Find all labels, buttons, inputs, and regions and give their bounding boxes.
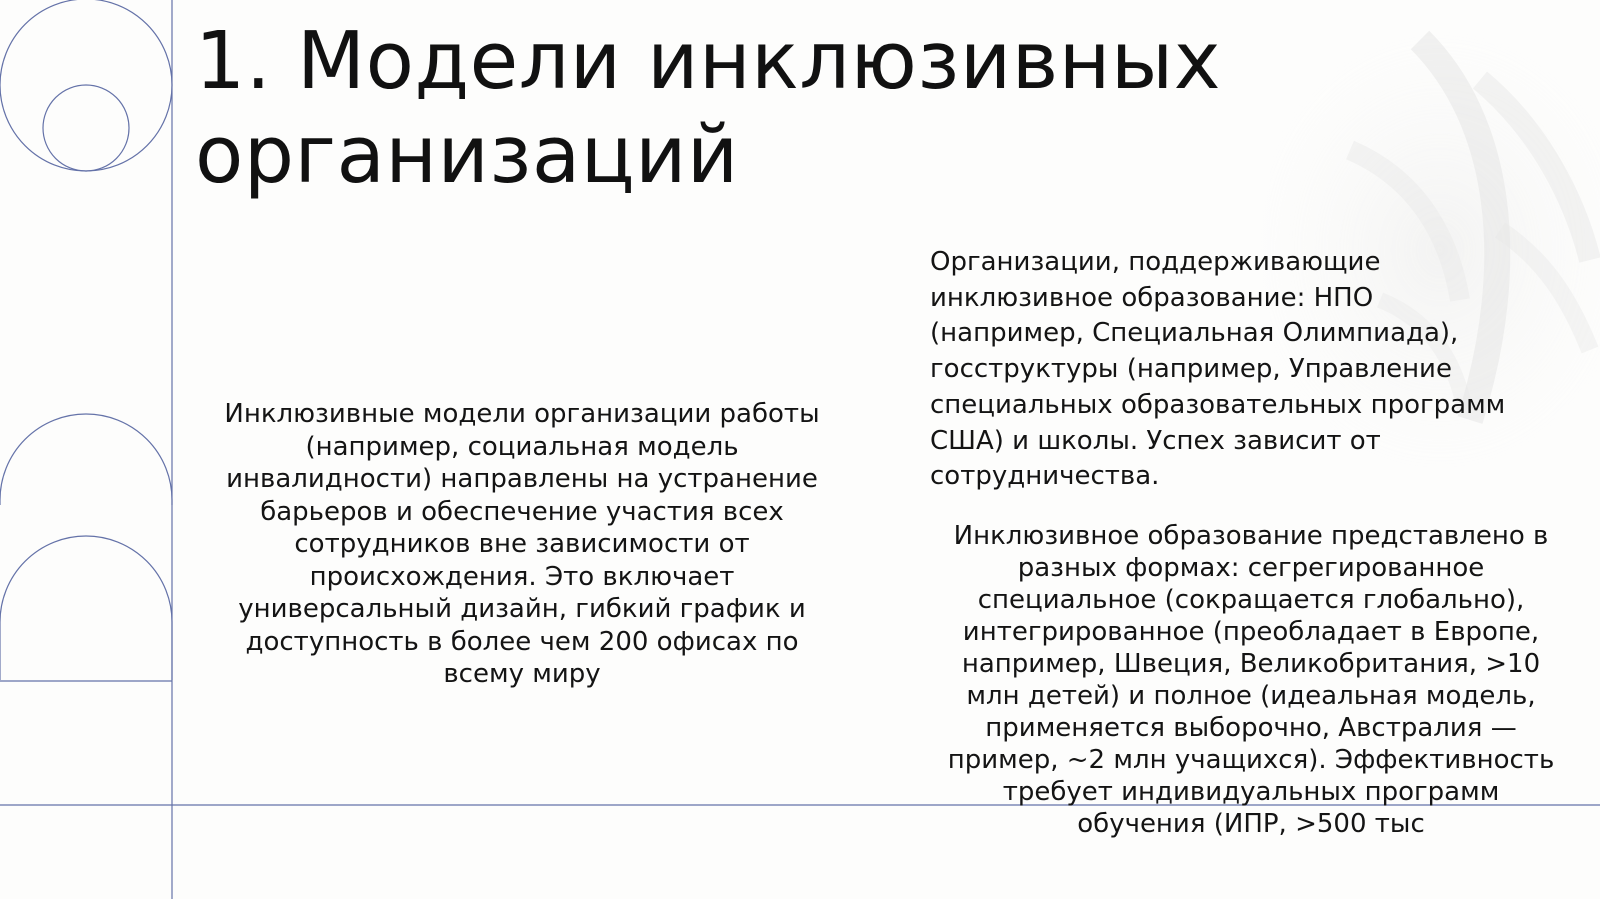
- text-line: специальных образовательных программ: [930, 389, 1506, 420]
- text-line: барьеров и обеспечение участия всех: [260, 496, 784, 527]
- text-line: госструктуры (например, Управление: [930, 354, 1452, 385]
- text-line: (например, Специальная Олимпиада),: [930, 318, 1459, 349]
- slide-title-line: 1. Модели инклюзивных: [195, 15, 1222, 107]
- text-line: обучения (ИПР, >500 тыс: [1077, 809, 1425, 839]
- text-line: инклюзивное образование: НПО: [930, 282, 1374, 313]
- text-line: США) и школы. Успех зависит от: [930, 425, 1381, 456]
- right-paragraph-education-forms: [926, 520, 1576, 840]
- text-line: млн детей) и полное (идеальная модель,: [966, 681, 1536, 711]
- small-circle: [43, 85, 129, 171]
- text-line: инвалидности) направлены на устранение: [226, 464, 818, 494]
- text-line: применяется выборочно, Австралия —: [985, 713, 1517, 743]
- slide-title-line: организаций: [195, 109, 739, 201]
- text-line: пример, ~2 млн учащихся). Эффективность: [947, 745, 1555, 775]
- text-line: Инклюзивное образование представлено в: [953, 521, 1549, 551]
- text-line: сотрудников вне зависимости от: [294, 529, 750, 559]
- upper-arch: [0, 414, 172, 505]
- text-line: специальное (сокращается глобально),: [977, 585, 1525, 615]
- right-paragraph-organizations: [930, 245, 1580, 495]
- lower-arch: [0, 536, 172, 680]
- text-line: интегрированное (преобладает в Европе,: [962, 617, 1540, 647]
- text-line: всему миру: [443, 659, 601, 689]
- text-line: доступность в более чем 200 офисах по: [245, 626, 799, 657]
- text-line: разных формах: сегрегированное: [1017, 553, 1485, 583]
- text-line: требует индивидуальных программ: [1002, 777, 1500, 807]
- left-paragraph: [192, 398, 852, 691]
- slide-title: [195, 14, 1395, 202]
- text-line: происхождения. Это включает: [309, 561, 735, 592]
- text-line: сотрудничества.: [930, 461, 1160, 492]
- text-line: например, Швеция, Великобритания, >10: [961, 649, 1541, 679]
- text-line: универсальный дизайн, гибкий график и: [238, 594, 806, 624]
- text-line: Организации, поддерживающие: [930, 247, 1381, 277]
- text-line: (например, социальная модель: [305, 431, 739, 462]
- text-line: Инклюзивные модели организации работы: [224, 399, 820, 429]
